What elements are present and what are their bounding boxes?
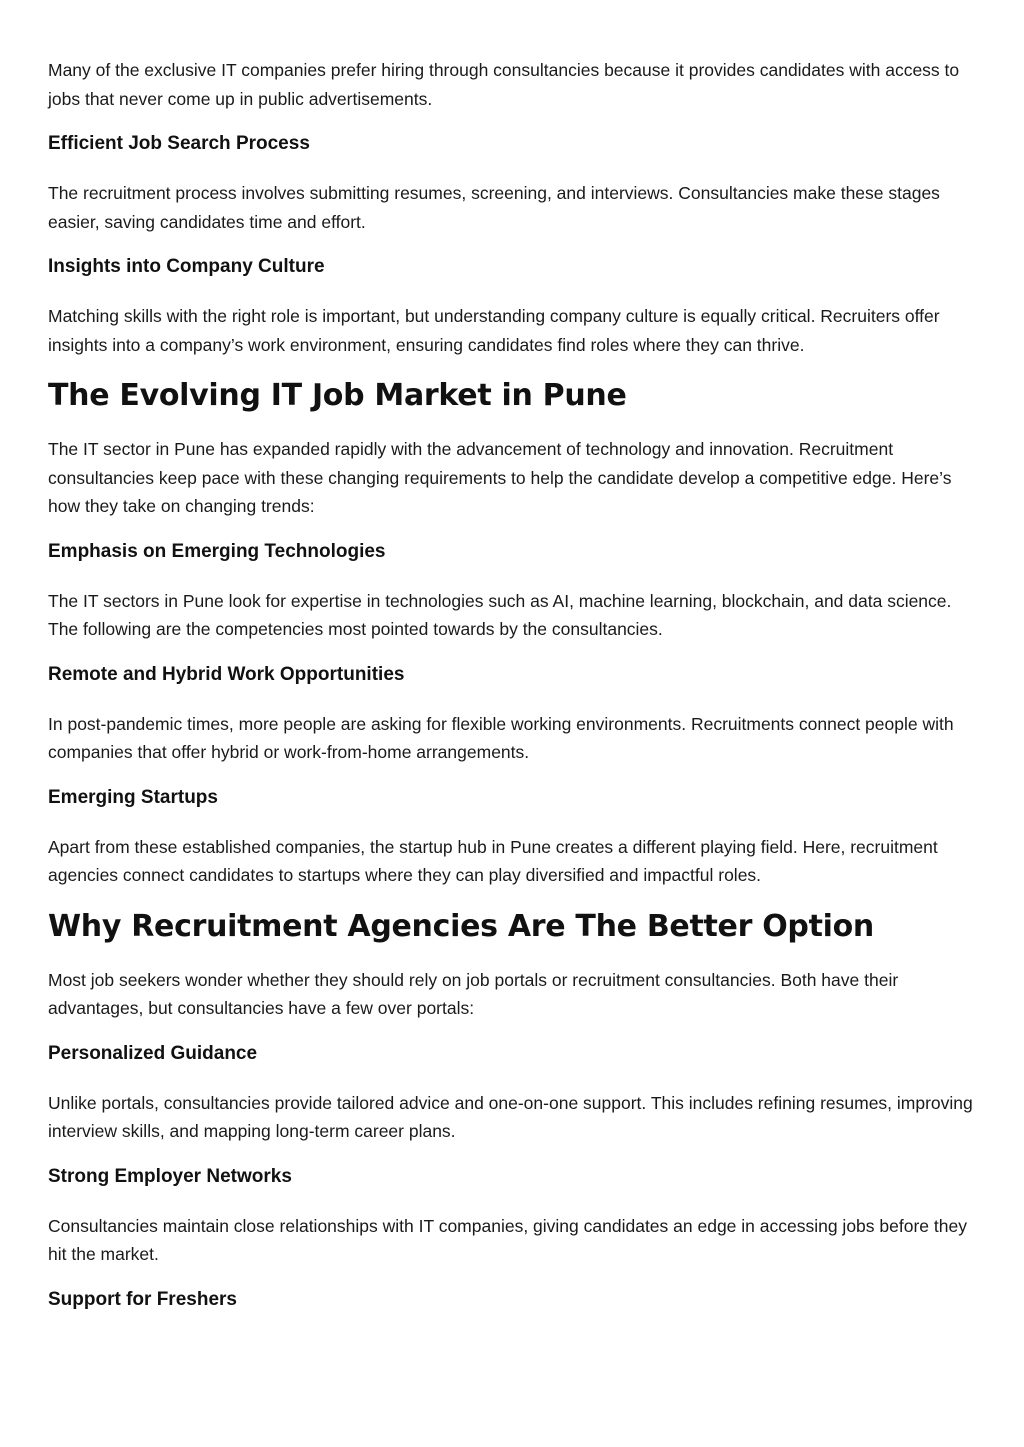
paragraph-exclusive-jobs: Many of the exclusive IT companies prefer hiring through consultancies because it provides candidates with access to jobs that never come up in public advertisements. [48, 60, 960, 109]
heading-emerging-startups: Emerging Startups [48, 786, 218, 808]
section-title-evolving-market: The Evolving IT Job Market in Pune [48, 378, 627, 413]
paragraph-portals-vs-consultancies: Most job seekers wonder whether they should rely on job portals or recruitment consultancies. Both have their advantages, but consultancies have a few over portals: [48, 969, 899, 1018]
paragraph-personalized-guidance: Unlike portals, consultancies provide tailored advice and one-on-one support. This includes refining resumes, improving interview skills, and mapping long-term career plans. [48, 1092, 973, 1141]
paragraph-remote-hybrid: In post-pandemic times, more people are asking for flexible working environments. Recruitments connect people with companies that offer hybrid or work-from-home arrangements. [48, 713, 954, 762]
heading-emerging-technologies: Emphasis on Emerging Technologies [48, 540, 386, 562]
heading-personalized-guidance: Personalized Guidance [48, 1042, 258, 1064]
paragraph-company-culture: Matching skills with the right role is important, but understanding company culture is equally critical. Recruiters offer insights into a company’s work environment, ensuring candidates find roles where they can thrive. [48, 306, 940, 355]
heading-support-freshers: Support for Freshers [48, 1288, 237, 1310]
heading-company-culture: Insights into Company Culture [48, 256, 325, 277]
paragraph-emerging-technologies: The IT sectors in Pune look for expertise in technologies such as AI, machine learning, blockchain, and data science. The following are the competencies most pointed towards by the consultancies. [48, 590, 952, 639]
paragraph-recruitment-process: The recruitment process involves submitting resumes, screening, and interviews. Consultancies make these stages easier, saving candidates time and effort. [48, 183, 940, 232]
section-title-why-agencies: Why Recruitment Agencies Are The Better Option [48, 908, 874, 944]
paragraph-employer-networks: Consultancies maintain close relationships with IT companies, giving candidates an edge in accessing jobs before they hit the market. [48, 1215, 967, 1264]
paragraph-it-sector-pune: The IT sector in Pune has expanded rapidly with the advancement of technology and innovation. Recruitment consultancies keep pace with these changing requirements to help the candidate develop a competitive edge. Here’s how they take on changing trends: [48, 439, 952, 516]
heading-remote-hybrid: Remote and Hybrid Work Opportunities [48, 663, 405, 685]
heading-efficient-job-search: Efficient Job Search Process [48, 133, 310, 154]
document-page [48, 56, 978, 1335]
paragraph-emerging-startups: Apart from these established companies, the startup hub in Pune creates a different playing field. Here, recruitment agencies connect candidates to startups where they can play diversified and impactful roles. [48, 836, 938, 885]
heading-employer-networks: Strong Employer Networks [48, 1165, 292, 1187]
